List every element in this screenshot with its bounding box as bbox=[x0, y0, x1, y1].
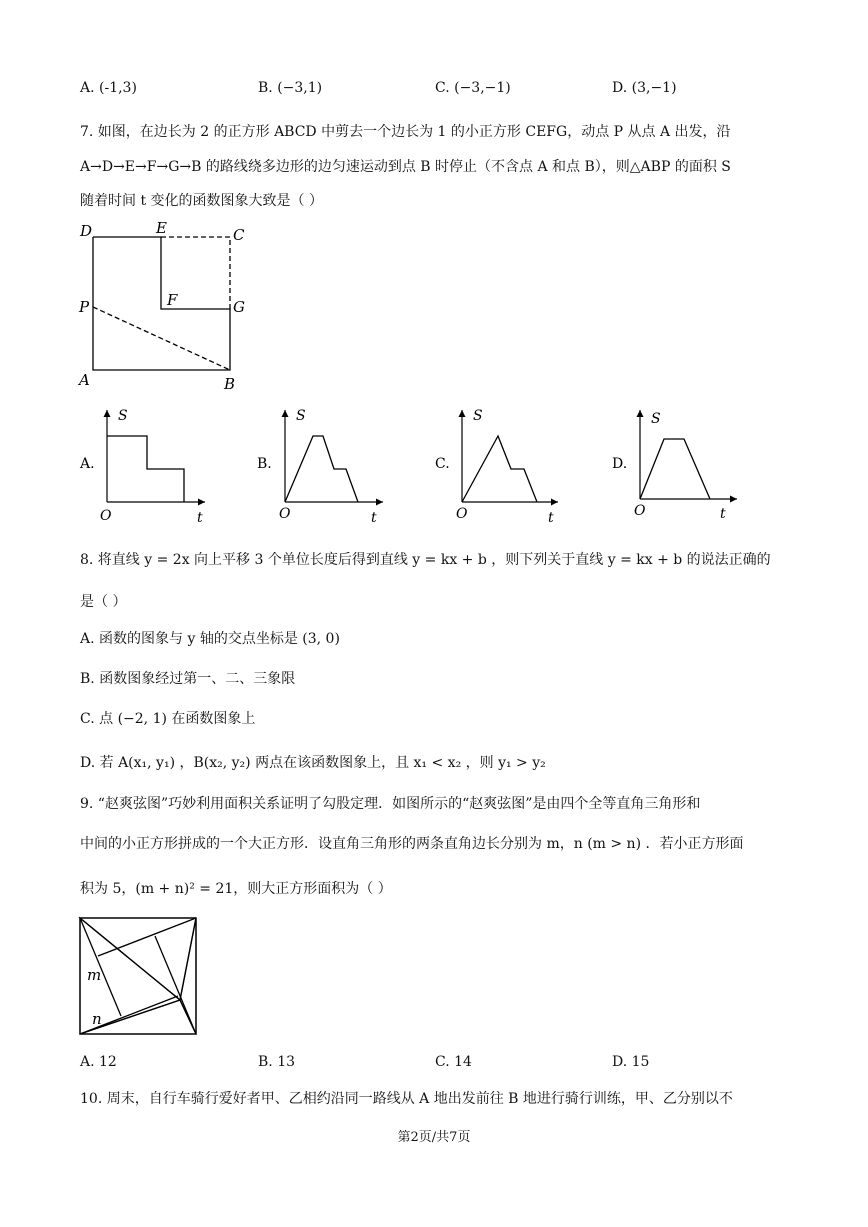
q7-graph-b bbox=[285, 410, 383, 502]
q6-option-b: B. (−3,1) bbox=[258, 80, 323, 96]
q9-triangle-1 bbox=[80, 918, 196, 1000]
page-footer: 第2页/共7页 bbox=[397, 1130, 471, 1145]
q6-option-a: A. (-1,3) bbox=[80, 80, 137, 96]
q7-graph-b-option: B. bbox=[257, 456, 272, 472]
q7-label-g: G bbox=[233, 298, 245, 316]
q6-option-d: D. (3,−1) bbox=[612, 80, 677, 96]
q10-stem-line1: 10. 周末，自行车骑行爱好者甲、乙相约沿同一路线从 A 地出发前往 B 地进行骑行训练，甲、乙分别以不 bbox=[80, 1091, 733, 1107]
q7-graph-c bbox=[462, 410, 558, 502]
q8-option-c: C. 点 (−2, 1) 在函数图象上 bbox=[80, 711, 256, 727]
q7-graph-d-o: O bbox=[634, 503, 646, 519]
q8-option-d: D. 若 A(x₁, y₁) ，B(x₂, y₂) 两点在该函数图象上，且 x₁ < x₂ ，则 y₁ > y₂ bbox=[80, 755, 546, 771]
q7-graph-c-s: S bbox=[473, 408, 483, 424]
q9-stem-line3: 积为 5，(m + n)² = 21，则大正方形面积为（ ） bbox=[80, 881, 392, 897]
q7-polygon-outline bbox=[93, 237, 230, 370]
q9-option-a: A. 12 bbox=[80, 1054, 117, 1070]
q8-stem-line2: 是（ ） bbox=[80, 594, 127, 610]
q7-graph-d-s: S bbox=[651, 411, 661, 427]
q9-stem-line1: 9. “赵爽弦图”巧妙利用面积关系证明了勾股定理．如图所示的“赵爽弦图”是由四个全等直角三角形和 bbox=[80, 796, 701, 812]
q7-graph-c-t: t bbox=[548, 510, 554, 526]
q8-option-a: A. 函数的图象与 y 轴的交点坐标是 (3, 0) bbox=[80, 631, 340, 647]
q7-stem-line2: A→D→E→F→G→B 的路线绕多边形的边匀速运动到点 B 时停止（不含点 A 和点 B），则△ABP 的面积 S bbox=[80, 159, 731, 175]
q7-graph-b-s: S bbox=[296, 408, 306, 424]
q7-graph-c-o: O bbox=[456, 506, 468, 522]
q9-option-d: D. 15 bbox=[612, 1054, 650, 1070]
q7-graph-a-o: O bbox=[100, 508, 112, 524]
q7-graph-b-o: O bbox=[279, 506, 291, 522]
q9-label-n: n bbox=[92, 1010, 102, 1028]
q7-label-e: E bbox=[156, 219, 167, 237]
q7-graph-a-s: S bbox=[118, 408, 128, 424]
q9-outer-square bbox=[80, 918, 196, 1034]
q7-graph-d-option: D. bbox=[612, 456, 628, 472]
q9-label-m: m bbox=[87, 966, 102, 984]
q7-cutout-dashed bbox=[161, 237, 230, 309]
q7-graph-a-option: A. bbox=[80, 456, 95, 472]
q6-option-c: C. (−3,−1) bbox=[435, 80, 511, 96]
q7-label-a: A bbox=[79, 371, 90, 389]
q7-graph-a-t: t bbox=[197, 510, 203, 526]
q9-option-b: B. 13 bbox=[258, 1054, 296, 1070]
q7-graph-b-t: t bbox=[371, 510, 377, 526]
q8-option-b: B. 函数图象经过第一、二、三象限 bbox=[80, 671, 296, 687]
q8-stem-line1: 8. 将直线 y = 2x 向上平移 3 个单位长度后得到直线 y = kx + b ，则下列关于直线 y = kx + b 的说法正确的 bbox=[80, 552, 771, 568]
q7-label-p: P bbox=[79, 298, 90, 316]
q7-label-c: C bbox=[233, 226, 245, 244]
q7-graph-a bbox=[107, 410, 205, 502]
q7-segment-pb bbox=[93, 307, 230, 370]
q9-option-c: C. 14 bbox=[435, 1054, 472, 1070]
q9-stem-line2: 中间的小正方形拼成的一个大正方形．设直角三角形的两条直角边长分别为 m，n (m > n) ．若小正方形面 bbox=[80, 836, 744, 852]
q7-stem-line1: 7. 如图，在边长为 2 的正方形 ABCD 中剪去一个边长为 1 的小正方形 CEFG，动点 P 从点 A 出发，沿 bbox=[80, 124, 731, 140]
q7-graph-d-t: t bbox=[720, 506, 726, 522]
q7-label-f: F bbox=[167, 291, 178, 309]
q7-graph-d bbox=[640, 410, 737, 499]
q7-label-d: D bbox=[80, 222, 93, 240]
q7-stem-line3: 随着时间 t 变化的函数图象大致是（ ） bbox=[80, 193, 323, 209]
q7-graph-c-option: C. bbox=[435, 456, 450, 472]
q7-label-b: B bbox=[224, 375, 236, 393]
